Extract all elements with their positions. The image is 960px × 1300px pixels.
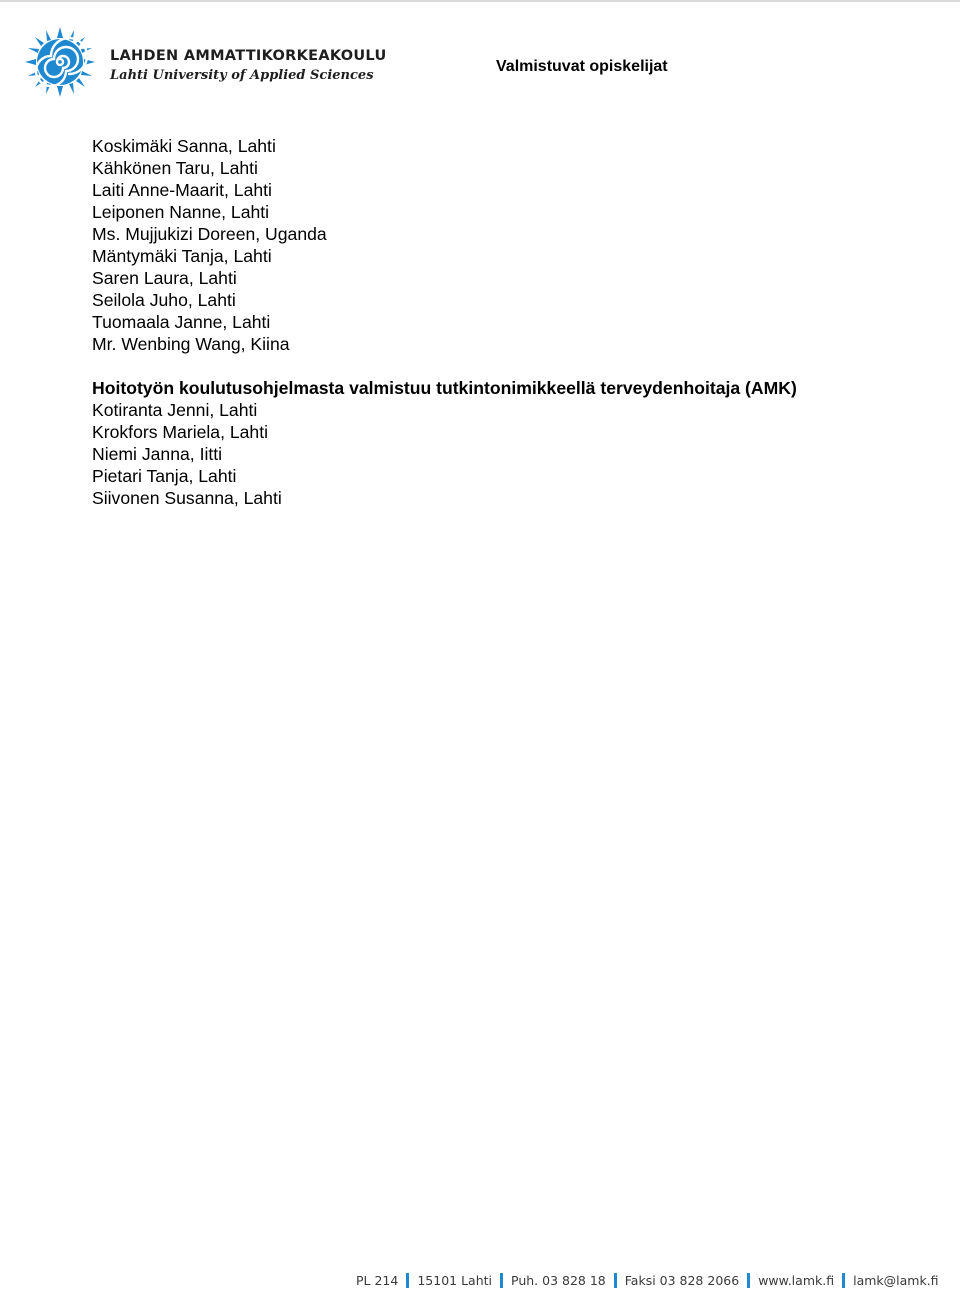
university-logo bbox=[24, 26, 387, 98]
list-item: Seilola Juho, Lahti bbox=[92, 290, 236, 310]
list-item: Tuomaala Janne, Lahti bbox=[92, 312, 271, 332]
student-list bbox=[92, 135, 797, 355]
footer-separator bbox=[842, 1273, 845, 1288]
list-item: Siivonen Susanna, Lahti bbox=[92, 488, 282, 508]
footer-phone: Puh. 03 828 18 bbox=[511, 1272, 606, 1288]
list-item: Leiponen Nanne, Lahti bbox=[92, 202, 270, 222]
list-item: Kotiranta Jenni, Lahti bbox=[92, 400, 258, 420]
footer-separator bbox=[747, 1273, 750, 1288]
document-body bbox=[92, 135, 797, 509]
list-item: Mr. Wenbing Wang, Kiina bbox=[92, 334, 290, 354]
footer-web: www.lamk.fi bbox=[758, 1272, 835, 1288]
footer-contact-bar bbox=[356, 1270, 939, 1290]
spiral-sun-logo-icon bbox=[24, 26, 96, 98]
footer-separator bbox=[406, 1273, 409, 1288]
list-item: Krokfors Mariela, Lahti bbox=[92, 422, 269, 442]
document-title: Valmistuvat opiskelijat bbox=[496, 58, 668, 75]
footer-separator bbox=[500, 1273, 503, 1288]
footer-email: lamk@lamk.fi bbox=[853, 1272, 939, 1288]
logo-name: LAHDEN AMMATTIKORKEAKOULU bbox=[110, 48, 387, 64]
section-student-list bbox=[92, 399, 797, 509]
footer-postal: 15101 Lahti bbox=[417, 1272, 493, 1288]
top-rule bbox=[0, 0, 960, 2]
section-heading: Hoitotyön koulutusohjelmasta valmistuu tutkintonimikkeellä terveydenhoitaja (AMK) bbox=[92, 378, 797, 398]
list-item: Mäntymäki Tanja, Lahti bbox=[92, 246, 272, 266]
list-item: Laiti Anne-Maarit, Lahti bbox=[92, 180, 272, 200]
footer-fax: Faksi 03 828 2066 bbox=[624, 1272, 740, 1288]
list-item: Pietari Tanja, Lahti bbox=[92, 466, 237, 486]
list-item: Ms. Mujjukizi Doreen, Uganda bbox=[92, 224, 327, 244]
list-item: Koskimäki Sanna, Lahti bbox=[92, 136, 276, 156]
list-item: Niemi Janna, Iitti bbox=[92, 444, 223, 464]
footer-address: PL 214 bbox=[356, 1272, 399, 1288]
logo-subtitle: Lahti University of Applied Sciences bbox=[110, 68, 374, 83]
list-item: Kähkönen Taru, Lahti bbox=[92, 158, 258, 178]
list-item: Saren Laura, Lahti bbox=[92, 268, 237, 288]
footer-separator bbox=[614, 1273, 617, 1288]
